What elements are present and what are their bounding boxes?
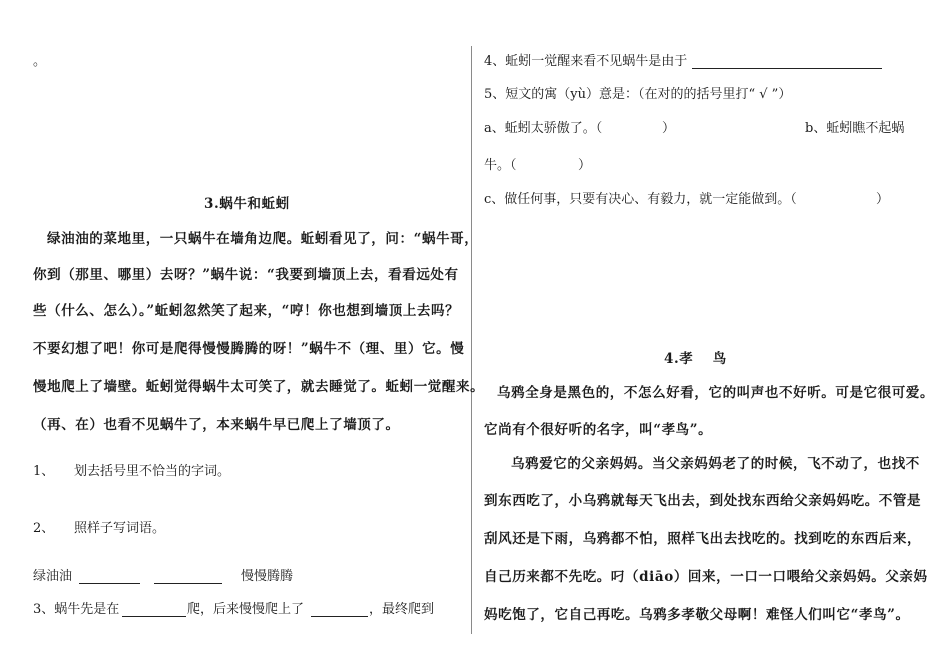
story-title-filial-bird: 4.孝 鸟 [664,351,727,367]
option-b-text: b、蚯蚓瞧不起蜗 [805,121,905,136]
answer-blank[interactable] [122,615,186,617]
answer-blank[interactable] [154,582,222,584]
column-divider [471,46,472,634]
example-word-2: 慢慢腾腾 [241,569,294,584]
answer-blank[interactable] [692,67,882,69]
story-line: 它尚有个很好听的名字，叫“孝鸟”。 [484,422,713,438]
story-line: 乌鸦全身是黑色的，不怎么好看，它的叫声也不好听。可是它很可爱。 [497,385,935,401]
question-2-number: 2、 [33,521,55,536]
question-3-part-1: 3、蜗牛先是在 [33,602,120,617]
question-2-text: 照样子写词语。 [74,521,166,536]
question-4-text: 4、蚯蚓一觉醒来看不见蜗牛是由于 [484,54,688,69]
answer-blank[interactable] [311,615,368,617]
story-line: 绿油油的菜地里，一只蜗牛在墙角边爬。蚯蚓看见了，问：“蜗牛哥， [47,231,479,247]
example-word-1: 绿油油 [33,569,73,584]
question-3-part-2: 爬，后来慢慢爬上了 [187,602,305,617]
option-b-close[interactable]: ） [578,158,592,173]
story-line: 妈吃饱了，它自己再吃。乌鸦多孝敬父母啊！难怪人们叫它“孝鸟”。 [484,607,910,623]
option-a-close[interactable]: ） [662,121,676,136]
story-line: 自己历来都不先吃。叼（diāo）回来，一口一口喂给父亲妈妈。父亲妈 [484,569,928,585]
story-line: 到东西吃了，小乌鸦就每天飞出去，到处找东西给父亲妈妈吃。不管是 [484,493,922,509]
story-line: （再、在）也看不见蜗牛了，本来蜗牛早已爬上了墙顶了。 [33,417,400,433]
story-line: 你到（那里、哪里）去呀？”蜗牛说：“我要到墙顶上去，看看远处有 [33,267,459,283]
option-c-text: c、做任何事，只要有决心、有毅力，就一定能做到。（ [484,192,797,207]
question-1-number: 1、 [33,464,55,479]
option-c-close[interactable]: ） [876,192,890,207]
option-a-text: a、蚯蚓太骄傲了。（ [484,121,603,136]
option-b-continued: 牛。（ [484,158,517,173]
answer-blank[interactable] [79,582,140,584]
story-title-snail-earthworm: 3.蜗牛和蚯蚓 [204,196,290,212]
story-line: 慢地爬上了墙壁。蚯蚓觉得蜗牛太可笑了，就去睡觉了。蚯蚓一觉醒来。 [33,379,485,395]
story-line: 乌鸦爱它的父亲妈妈。当父亲妈妈老了的时候，飞不动了，也找不 [511,456,920,472]
story-line: 些（什么、怎么）。”蚯蚓忽然笑了起来，“哼！你也想到墙顶上去吗？ [33,303,460,319]
question-3-part-3: ，最终爬到 [369,602,435,617]
question-1-text: 划去括号里不恰当的字词。 [74,464,231,479]
top-mark: 。 [33,54,47,69]
question-5-text: 5、短文的寓（yù）意是：（在对的的括号里打“ √ ”） [484,87,792,102]
story-line: 不要幻想了吧！你可是爬得慢慢腾腾的呀！”蜗牛不（理、里）它。慢 [33,341,465,357]
story-line: 刮风还是下雨，乌鸦都不怕，照样飞出去找吃的。找到吃的东西后来， [484,531,922,547]
